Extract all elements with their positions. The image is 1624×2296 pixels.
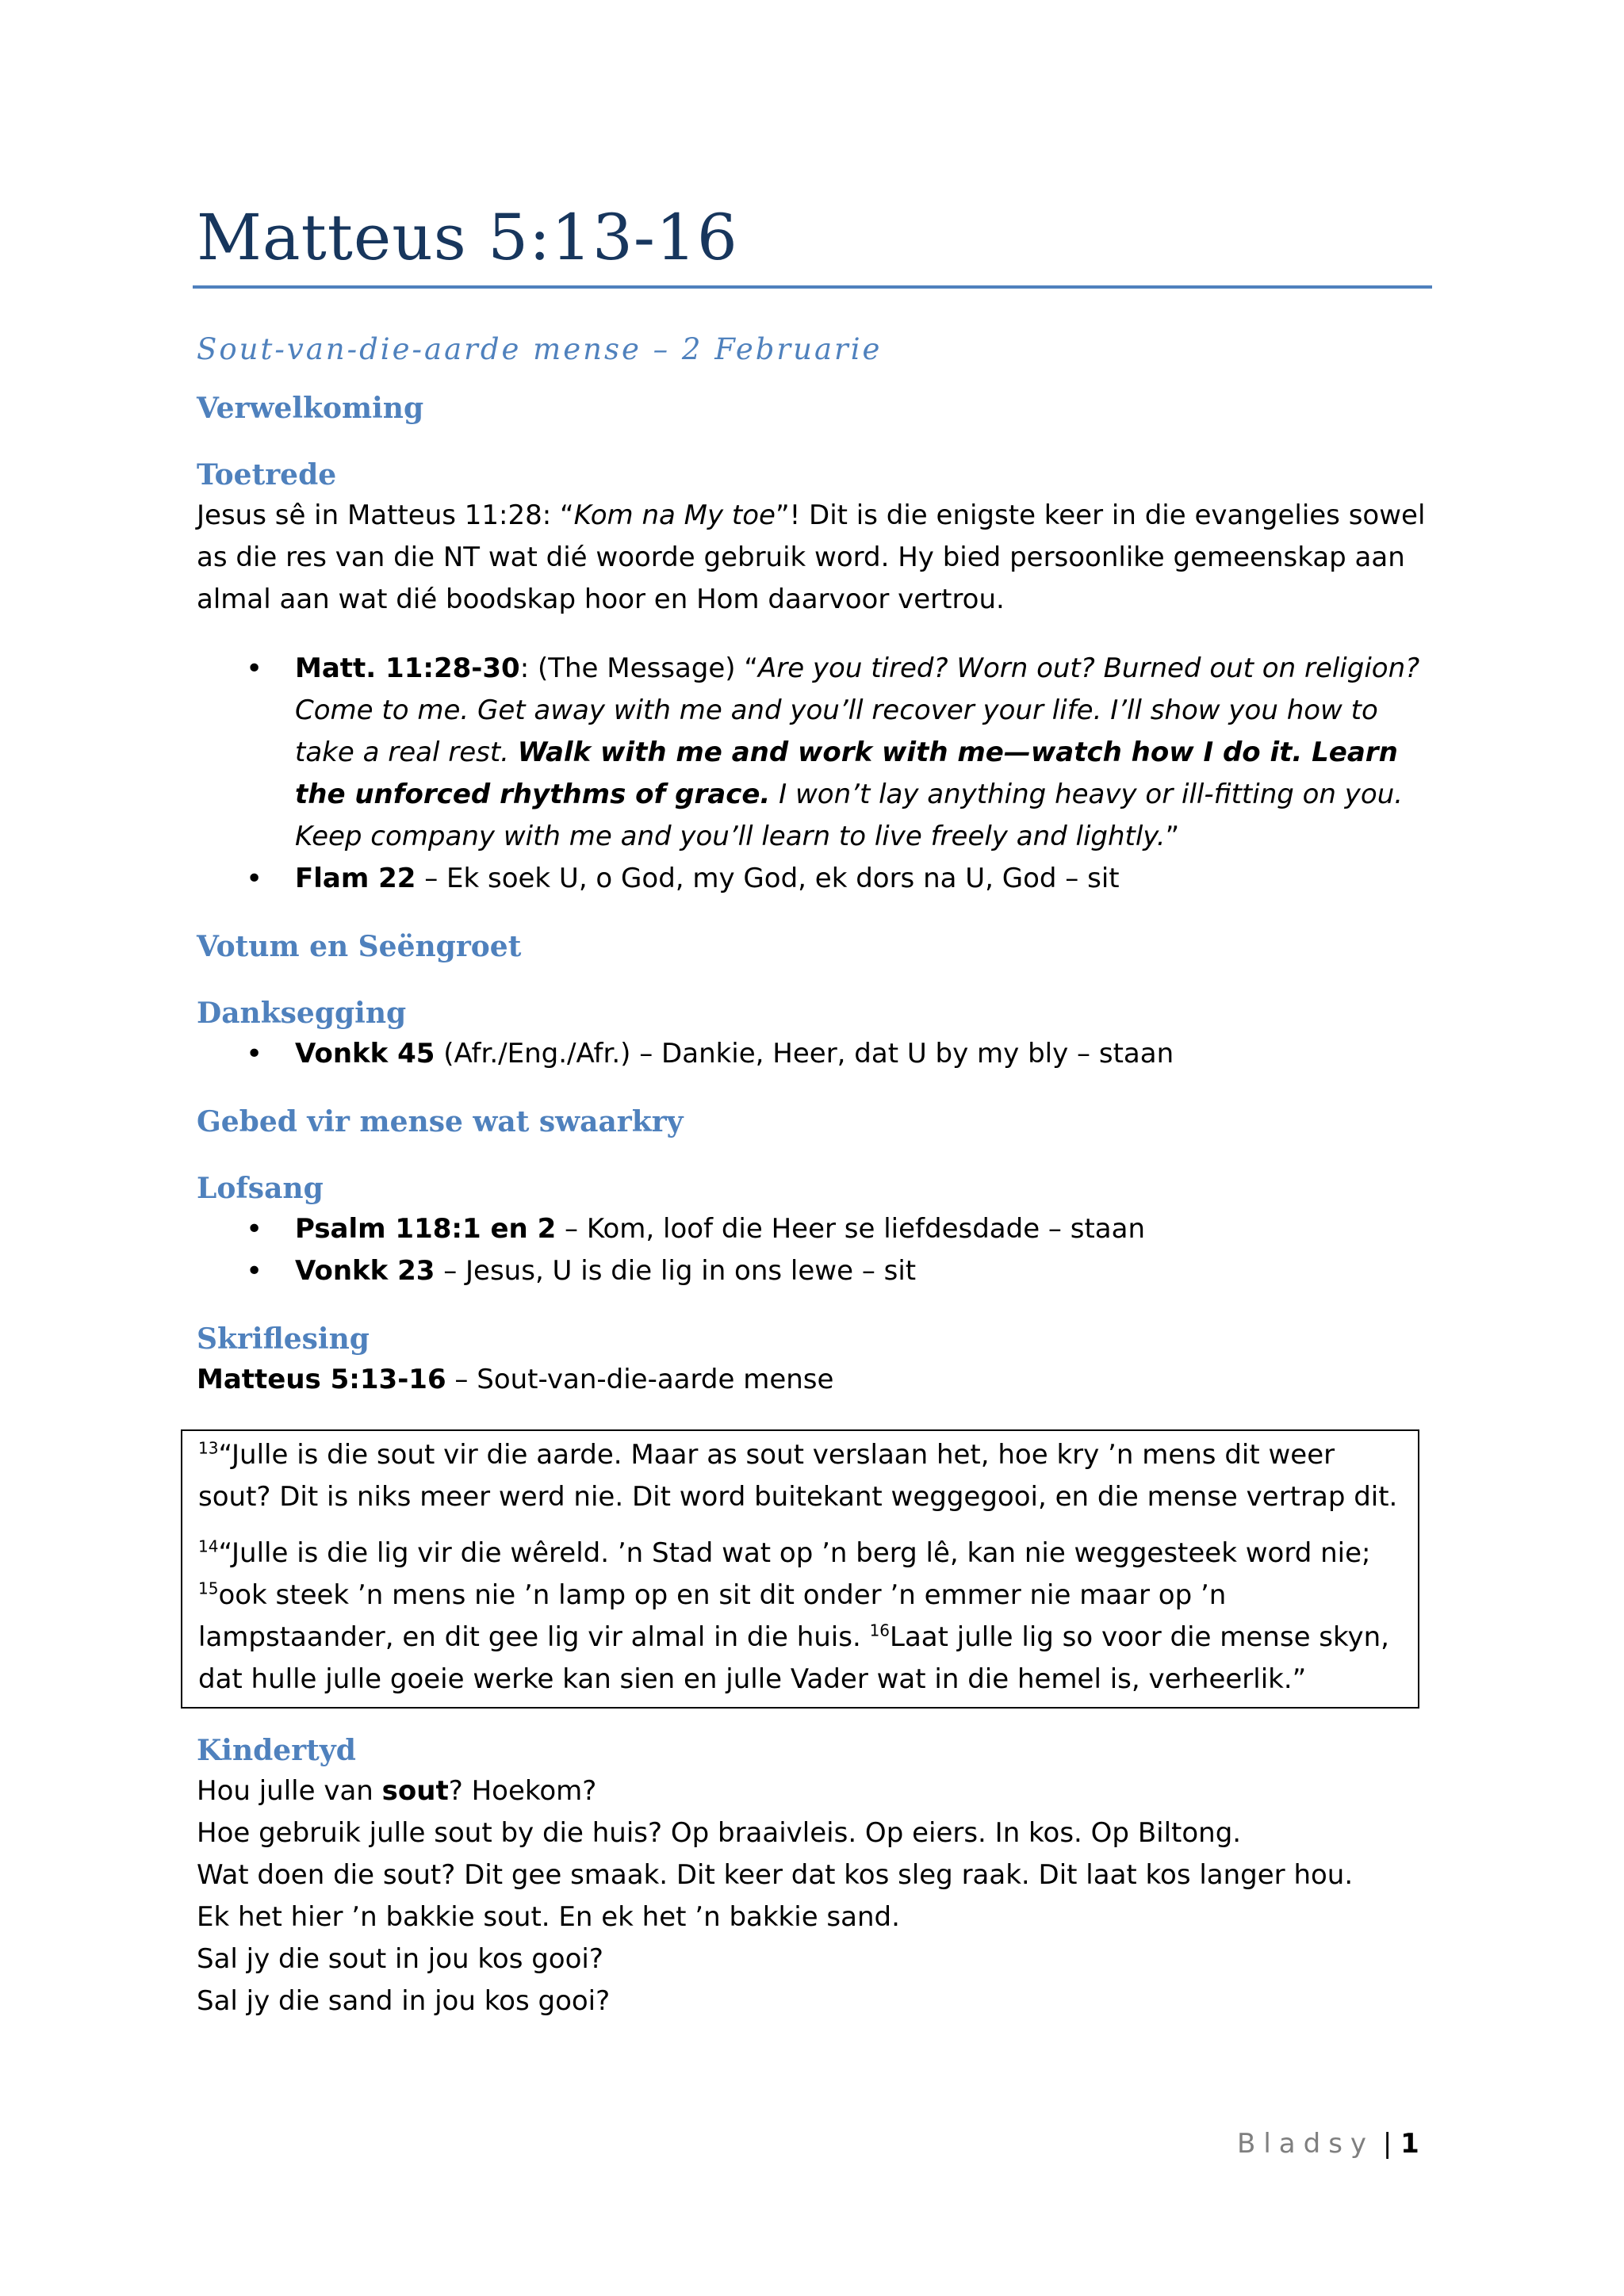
scripture-passage-box [181,1429,1419,1709]
heading-skriflesing: Skriflesing [197,1322,370,1356]
heading-gebed: Gebed vir mense wat swaarkry [197,1105,684,1138]
kindertyd-line: Sal jy die sout in jou kos gooi? [197,1943,603,1975]
list-item: • Flam 22 – Ek soek U, o God, my God, ek dors na U, God – sit [197,858,1434,900]
danksegging-list [197,1033,1434,1075]
heading-verwelkoming: Verwelkoming [197,392,424,425]
footer-separator: | [1382,2128,1392,2160]
kindertyd-line: Hoe gebruik julle sout by die huis? Op braaivleis. Op eiers. In kos. Op Biltong. [197,1817,1242,1849]
page-footer [1237,2128,1419,2160]
heading-kindertyd: Kindertyd [197,1734,356,1767]
page-number: 1 [1400,2128,1419,2160]
kindertyd-line: Hou julle van sout? Hoekom? [197,1775,597,1807]
list-item: • Matt. 11:28-30: (The Message) “Are you tired? Worn out? Burned out on religion? Come to me. Get away with me and you’ll recover your life. I’ll show you how to take a real rest. Walk with me and work with me—watch how I do it. Learn the unforced rhythms of grace. I won’t lay anything heavy or ill-fitting on you. Keep company with me and you’ll learn to live freely and lightly.” [197,648,1434,858]
lofsang-list [197,1208,1434,1292]
list-item: • Psalm 118:1 en 2 – Kom, loof die Heer se liefdesdade – staan [197,1208,1434,1250]
heading-toetrede: Toetrede [197,458,337,492]
page-subtitle: Sout-van-die-aarde mense – 2 Februarie [197,332,883,366]
list-item: • Vonkk 45 (Afr./Eng./Afr.) – Dankie, Heer, dat U by my bly – staan [197,1033,1434,1075]
toetrede-intro: Jesus sê in Matteus 11:28: “Kom na My toe”! Dit is die enigste keer in die evangelies sowel as die res van die NT wat dié woorde gebruik word. Hy bied persoonlike gemeenskap aan almal aan wat dié boodskap hoor en Hom daarvoor vertrou. [197,499,1426,615]
heading-votum: Votum en Seëngroet [197,930,522,963]
kindertyd-line: Ek het hier ’n bakkie sout. En ek het ’n bakkie sand. [197,1901,900,1933]
document-body [197,198,1434,2022]
scripture-verse-13: $^{13}$“Julle is die sout vir die aarde. Maar as sout verslaan het, hoe kry ’n mens dit weer sout? Dit is niks meer werd nie. Dit word buitekant weggegooi, en die mense vertrap dit. [198,1438,1398,1513]
page-title: Matteus 5:13-16 [193,198,1432,289]
heading-lofsang: Lofsang [197,1172,324,1205]
skriflesing-reference: Matteus 5:13-16 – Sout-van-die-aarde mense [197,1364,834,1395]
kindertyd-line: Wat doen die sout? Dit gee smaak. Dit keer dat kos sleg raak. Dit laat kos langer hou. [197,1859,1354,1891]
list-item: • Vonkk 23 – Jesus, U is die lig in ons lewe – sit [197,1250,1434,1292]
footer-label: Bladsy [1237,2128,1375,2160]
heading-danksegging: Danksegging [197,997,407,1030]
toetrede-list [197,648,1434,900]
scripture-verses-14-16: $^{14}$“Julle is die lig vir die wêreld. ’n Stad wat op ’n berg lê, kan nie weggesteek word nie; $^{15}$ook steek ’n mens nie ’n lamp op en sit dit onder ’n emmer nie maar op ’n lampstaander, en dit gee lig vir almal in die huis. $^{16}$Laat julle lig so voor die mense skyn, dat hulle julle goeie werke kan sien en julle Vader wat in die hemel is, verheerlik.” [198,1536,1389,1695]
kindertyd-line: Sal jy die sand in jou kos gooi? [197,1985,611,2017]
